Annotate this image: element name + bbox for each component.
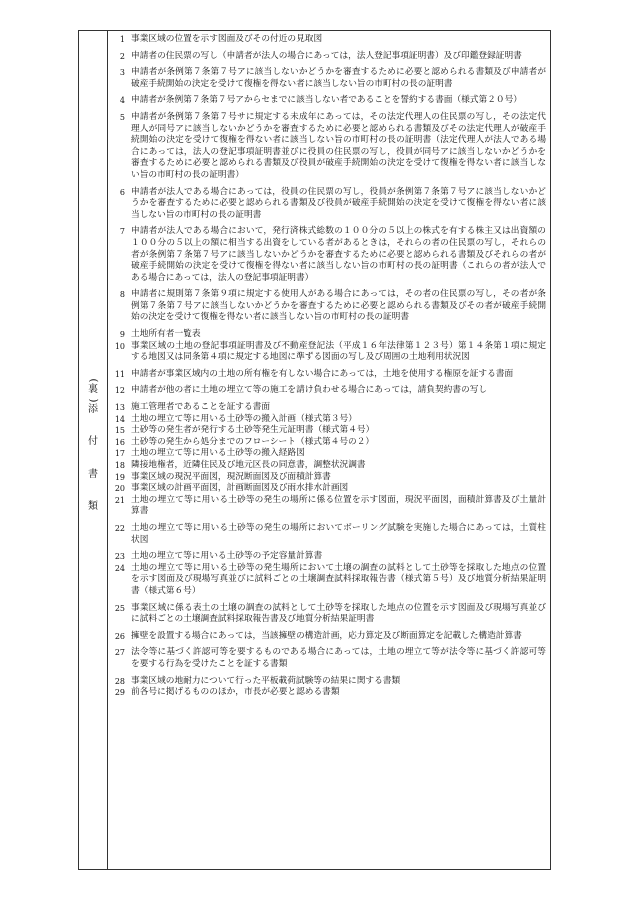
- item-number: 24: [114, 563, 125, 573]
- item-number: 5: [119, 112, 125, 122]
- item-number: 2: [119, 51, 125, 61]
- item-number: 9: [119, 330, 125, 340]
- side-label-close-paren: ): [87, 398, 99, 402]
- list-item: [110, 495, 546, 518]
- item-number: 14: [114, 414, 125, 424]
- item-number: 12: [114, 386, 125, 396]
- list-item: [110, 187, 546, 222]
- item-text: 土地の埋立て等に用いる土砂等の発生場所において土壌の調査の試料として土砂等を採取した地点の位置を示す図面及び現場写真並びに試料ごとの土壌調査試料採取報告書（様式第５号）及び地質分析結果証明書（様式第６号）: [131, 562, 546, 596]
- list-item: [110, 551, 546, 563]
- item-text: 申請者が事業区域内の土地の所有権を有しない場合にあっては，土地を使用する権原を証する書面: [131, 368, 514, 379]
- item-number: 21: [114, 495, 125, 505]
- item-text: 土地の埋立て等に用いる土砂等の搬入計画（様式第３号）: [131, 413, 357, 424]
- item-number: 19: [114, 472, 125, 482]
- item-text: 事業区域の計画平面図，計画断面図及び雨水排水計画図: [131, 483, 349, 494]
- side-label-char-rui: 類: [88, 501, 98, 512]
- item-text: 申請者が他の者に土地の埋立て等の施工を請け負わせる場合にあっては，請負契約書の写し: [131, 385, 488, 396]
- item-text: 申請者が条例第７条第７号アからセまでに該当しない者であることを誓約する書面（様式第２０号）: [131, 95, 522, 106]
- item-number: 25: [114, 603, 125, 613]
- list-item: [110, 603, 546, 626]
- list-item: [110, 226, 546, 284]
- item-text: 申請者が法人である場合にあっては，役員の住民票の写し，役員が条例第７条第７号アに該当しないかどうかを審査するために必要と認められる書類及び役員が破産手続開始の決定を受けて復権を得ない者に該当しない旨の市町村の長の証明書: [131, 186, 546, 220]
- item-text: 土地の埋立て等に用いる土砂等の予定容量計算書: [131, 551, 323, 562]
- list-item: [110, 95, 546, 107]
- item-text: 事業区域の現況平面図，現況断面図及び面積計算書: [131, 471, 331, 482]
- list-item: [110, 34, 546, 46]
- item-text: 事業区域の土地の登記事項証明書及び不動産登記法（平成１６年法律第１２３号）第１４条第１項に規定する地図又は同条第４項に規定する地図に準ずる図面の写し及び周囲の土地利用状況図: [131, 340, 546, 363]
- list-item: [110, 483, 546, 495]
- side-label-attachments: [79, 376, 107, 513]
- list-item: [110, 402, 546, 414]
- item-number: 28: [114, 676, 125, 686]
- side-label-char-sho: 書: [88, 468, 98, 480]
- side-label-char-ura: 裏: [88, 384, 98, 395]
- item-number: 10: [114, 341, 125, 351]
- list-item: [110, 112, 546, 182]
- list-item: [110, 437, 546, 449]
- item-text: 事業区域に係る表土の土壌の調査の試料として土砂等を採取した地点の位置を示す図面及び現場写真並びに試料ごとの土壌調査試料採取報告書及び地質分析結果証明書: [131, 602, 546, 625]
- item-number: 6: [119, 187, 125, 197]
- list-item: [110, 563, 546, 598]
- item-text: 隣接地権者，近隣住民及び地元区長の同意書，調整状況調書: [131, 460, 366, 470]
- list-item: [110, 67, 546, 90]
- item-number: 18: [114, 461, 125, 470]
- item-number: 20: [114, 484, 125, 494]
- list-item: [110, 687, 546, 699]
- item-number: 27: [114, 648, 125, 658]
- item-number: 16: [114, 437, 125, 447]
- list-item: [110, 369, 546, 381]
- item-number: 26: [114, 631, 125, 641]
- item-number: 22: [114, 523, 125, 533]
- item-number: 8: [119, 290, 125, 300]
- item-text: 土地の埋立て等に用いる土砂等の搬入経路図: [131, 448, 305, 459]
- list-item: [110, 631, 546, 643]
- item-number: 17: [114, 449, 125, 459]
- item-text: 申請者が条例第７条第７号アに該当しないかどうかを審査するために必要と認められる書類及び申請者が破産手続開始の決定を受けて復権を得ない者に該当しない旨の市町村の長の証明書: [131, 67, 546, 89]
- item-number: 3: [119, 68, 125, 78]
- item-text: 土地所有者一覧表: [131, 329, 201, 340]
- item-number: 11: [114, 369, 125, 379]
- item-text: 事業区域の位置を示す図面及びその付近の見取図: [131, 34, 323, 44]
- item-text: 申請者が法人である場合において，発行済株式総数の１００分の５以上の株式を有する株主又は出資額の１００分の５以上の額に相当する出資をしている者があるときは，それらの者の住民票の写し，それらの者が条例第７条第７号アに該当しないかどうかを審査するために必要と認められる書類及びそれらの者が破産手続開始の決定を受けて復権を得ない者に該当しない旨の市町村の長の証明書（これらの者が法人である場合にあっては，法人の登記事項証明書）: [131, 226, 547, 283]
- item-text: 前各号に掲げるもののほか，市長が必要と認める書類: [131, 687, 340, 698]
- attachment-list-table: [78, 30, 551, 870]
- list-item: [110, 414, 546, 426]
- side-label-char-fu: 付: [88, 436, 98, 447]
- item-text: 土砂等の発生から処分までのフローシート（様式第４号の２）: [131, 436, 375, 447]
- list-item: [110, 51, 546, 63]
- list-item: [110, 329, 546, 341]
- list-item: [110, 425, 546, 437]
- list-item: [110, 385, 546, 397]
- item-text: 土地の埋立て等に用いる土砂等の発生の場所に係る位置を示す図面，現況平面図，面積計算書及び土量計算書: [131, 494, 546, 517]
- list-item: [110, 523, 546, 546]
- item-text: 施工管理者であることを証する書面: [131, 402, 270, 413]
- list-item: [110, 289, 546, 324]
- attachment-item-list: [110, 34, 546, 699]
- list-item: [110, 676, 546, 688]
- item-text: 申請者に規則第７条第９項に規定する使用人がある場合にあっては，その者の住民票の写し，その者が条例第７条第７号アに該当しないかどうかを審査するために必要と認められる書類及びその者が破産手続開始の決定を受けて復権を得ない者に該当しない旨の市町村の長の証明書: [131, 289, 547, 323]
- column-divider: [107, 31, 108, 869]
- item-text: 申請者の住民票の写し（申請者が法人の場合にあっては，法人登記事項証明書）及び印鑑登録証明書: [131, 50, 522, 61]
- item-number: 13: [114, 403, 125, 413]
- item-text: 申請者が条例第７条第７号サに規定する未成年にあっては，その法定代理人の住民票の写し，その法定代理人が同号アに該当しないかどうかを審査するために必要と認められる書類及びその法定代理人が破産手続開始の決定を受けて復権を得ない者に該当しない旨の市町村の長の証明書（法定代理人が法人である場合にあっては，法人の登記事項証明書並びに役員の住民票の写し，役員が同号アに該当しないかどうかを審査するために必要と認められる書類及び役員が破産手続開始の決定を受けて復権を得ない者に該当しない旨の市町村の長の証明書）: [131, 111, 547, 180]
- item-number: 7: [119, 227, 125, 237]
- list-item: [110, 448, 546, 460]
- item-number: 4: [119, 96, 125, 106]
- item-number: 15: [114, 426, 125, 436]
- item-text: 土地の埋立て等に用いる土砂等の発生の場所においてボーリング試験を実施した場合にあっては，土質柱状図: [131, 522, 546, 545]
- item-text: 擁壁を設置する場合にあっては，当該擁壁の構造計画，応力算定及び断面算定を記載した構造計算書: [131, 630, 522, 641]
- list-item: [110, 647, 546, 670]
- list-item: [110, 472, 546, 484]
- side-label-char-ten: 添: [88, 403, 98, 415]
- item-text: 土砂等の発生者が発行する土砂等発生元証明書（様式第４号）: [131, 425, 375, 436]
- list-item: [110, 341, 546, 364]
- item-text: 法令等に基づく許認可等を要するものである場合にあっては，土地の埋立て等が法令等に基づく許認可等を要する行為を受けたことを証する書類: [131, 647, 546, 669]
- item-text: 事業区域の地耐力について行った平板載荷試験等の結果に関する書類: [131, 675, 401, 686]
- list-item: [110, 460, 546, 472]
- side-label-open-paren: (: [87, 378, 99, 383]
- item-number: 1: [119, 35, 125, 44]
- item-number: 29: [114, 688, 125, 698]
- item-number: 23: [114, 552, 125, 562]
